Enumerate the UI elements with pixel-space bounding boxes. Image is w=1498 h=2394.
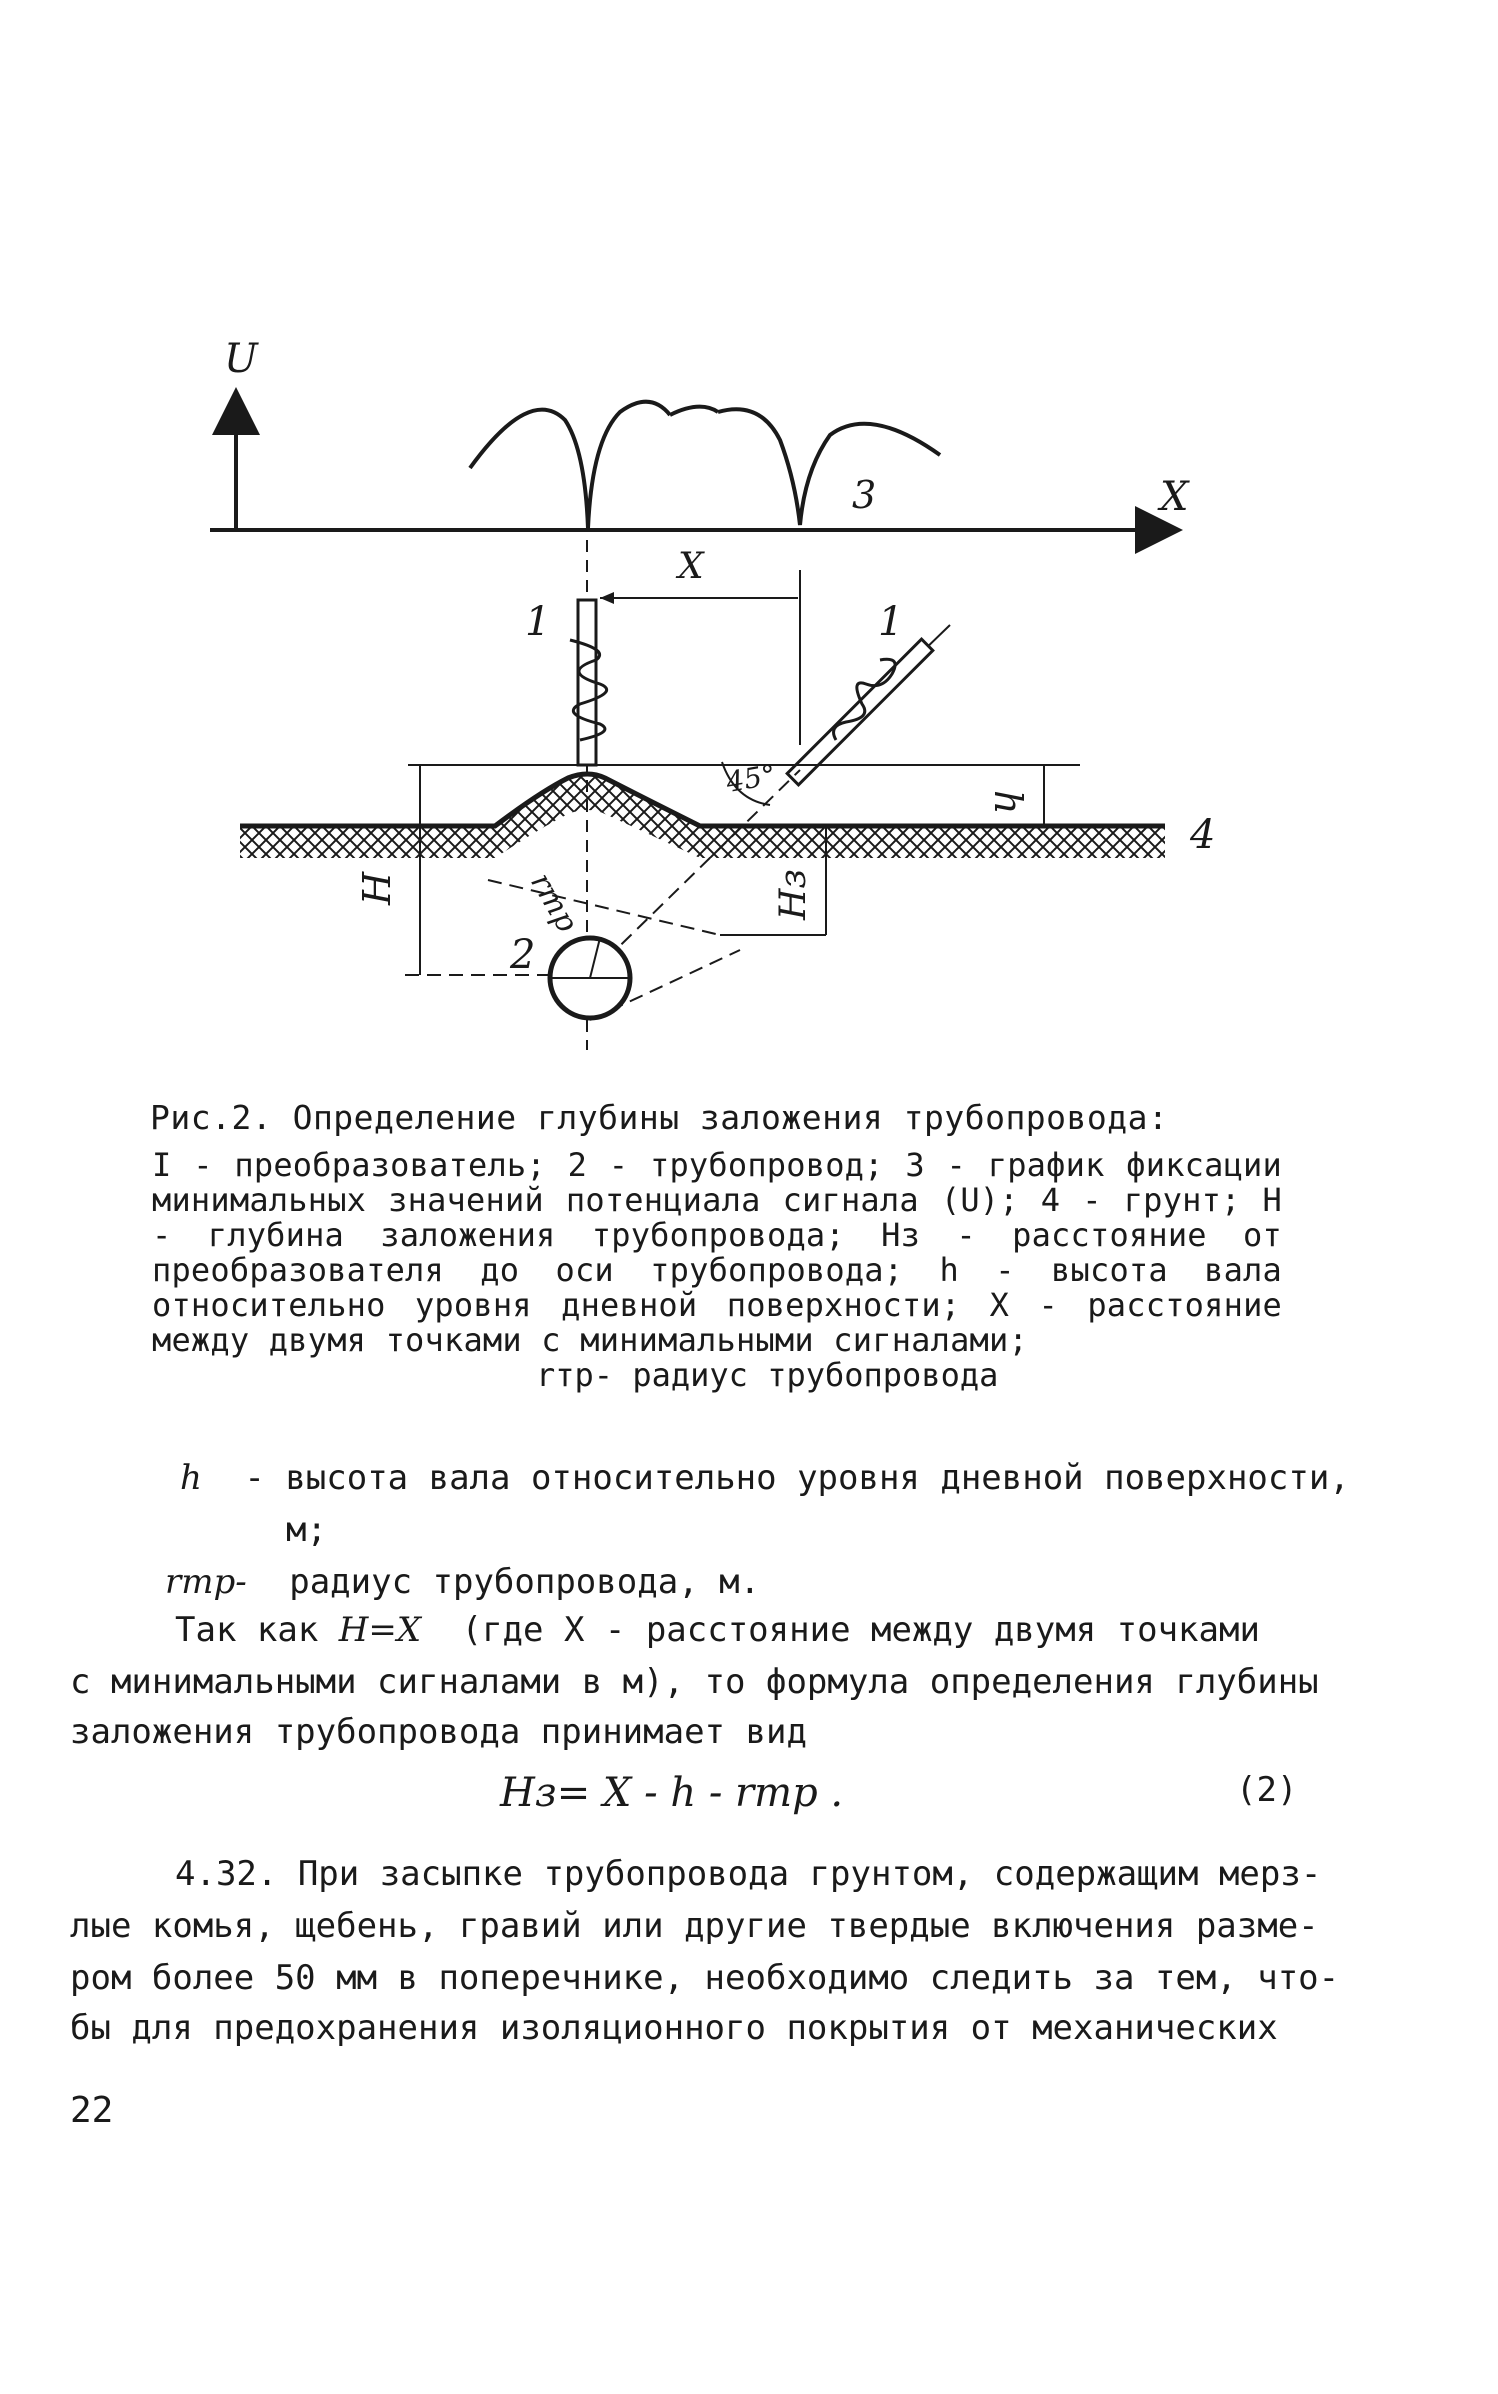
definition-h-text: - высота вала относительно уровня дневной поверхности, [244, 1458, 1350, 1498]
paragraph-2-line-4: бы для предохранения изоляционного покрытия от механических [70, 2008, 1278, 2048]
paragraph-1-line-2: с минимальными сигналами в м), то формула определения глубины [70, 1662, 1319, 1702]
ground-label: 4 [1190, 812, 1216, 858]
signal-curve-top [670, 407, 718, 415]
depth-formula: Hз= X - h - rтр . [500, 1770, 844, 1816]
ground-hatch [240, 774, 1165, 858]
definition-r-text: радиус трубопровода, м. [289, 1562, 761, 1602]
symbol-h: h [180, 1458, 202, 1498]
page-number: 22 [70, 2090, 114, 2131]
figure-caption-legend: I - преобразователь; 2 - трубопровод; 3 - график фиксации минимальных значений потенциала сигнала (U); 4 - грунт; H - глубина заложения трубопровода; Hз - расстояние от преобразователя до оси трубопровода; h - высота вала относительно уровня дневной поверхности; X - расстояние между двумя точками с минимальными сигналами; [152, 1146, 1282, 1359]
depth-probe-label: Hз [773, 868, 814, 920]
paragraph-1-start: Так как [175, 1610, 319, 1650]
depth-label: H [355, 871, 399, 905]
vertical-probe-label: 1 [525, 599, 551, 645]
pipeline-depth-diagram [0, 0, 1498, 1080]
paragraph-1-line-1 [175, 1604, 1260, 1656]
definition-r [165, 1562, 760, 1602]
definition-h [180, 1458, 1350, 1498]
paragraph-1-line-3: заложения трубопровода принимает вид [70, 1712, 807, 1752]
figure-caption-title: Рис.2. Определение глубины заложения трубопровода: [150, 1098, 1169, 1137]
dashed-line-1 [488, 880, 720, 935]
curve-label: 3 [852, 473, 877, 517]
paragraph-1-rest: (где X - расстояние между двумя точками [461, 1610, 1260, 1650]
paragraph-1-formula: H=X [338, 1610, 422, 1650]
figure-caption-last-line: rтр- радиус трубопровода [536, 1356, 999, 1394]
pipe-label: 2 [510, 932, 536, 978]
symbol-r: rтр- [165, 1562, 247, 1602]
radius-label: rтр [523, 867, 585, 939]
paragraph-2-line-2: лые комья, щебень, гравий или другие твердые включения разме- [70, 1906, 1319, 1946]
x-axis-label: X [1160, 474, 1189, 520]
distance-x-label: X [678, 546, 704, 587]
paragraph-2-line-3: ром более 50 мм в поперечнике, необходимо следить за тем, что- [70, 1958, 1340, 1998]
inclined-probe-label: 1 [878, 599, 904, 645]
u-axis-label: U [224, 336, 258, 382]
paragraph-2-line-1: 4.32. При засыпке трубопровода грунтом, содержащим мерз- [175, 1854, 1322, 1894]
height-label: h [986, 790, 1030, 815]
equation-number: (2) [1236, 1770, 1298, 1810]
inclined-probe [787, 639, 933, 785]
definition-h-unit: м; [286, 1510, 327, 1550]
angle-label: 45° [723, 757, 779, 799]
